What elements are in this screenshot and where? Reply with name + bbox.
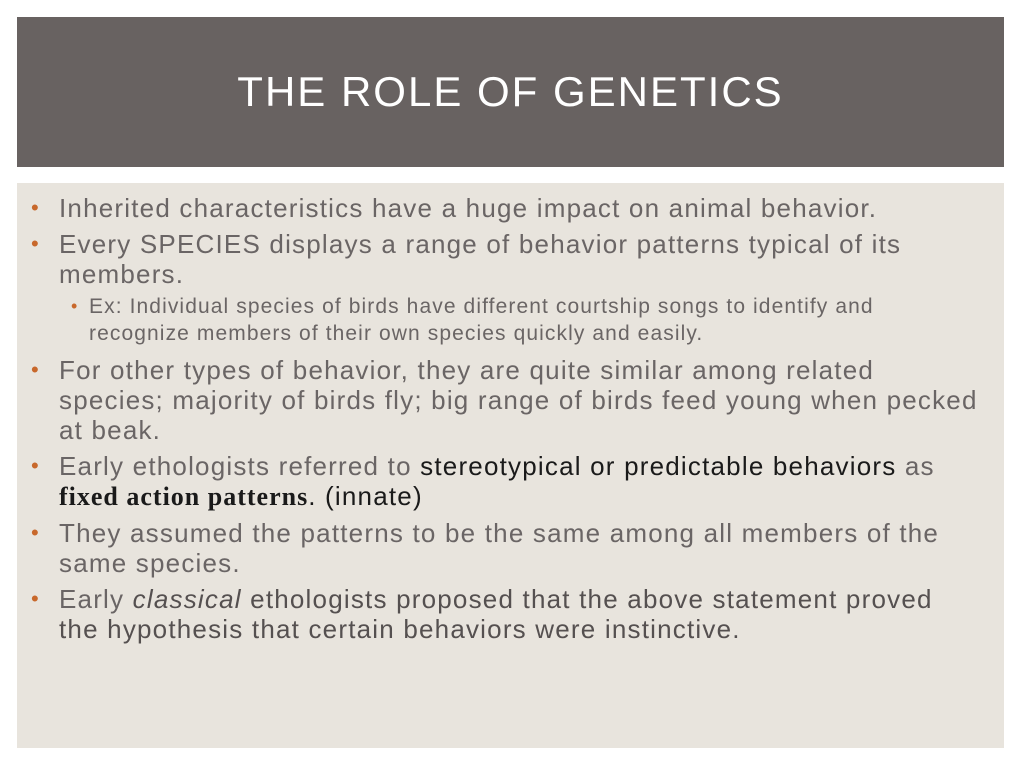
b4-text-1: Early ethologists referred to [59,451,421,481]
b4-text-2: as [896,451,935,481]
content-box [17,183,1004,748]
bullet-other-types: • For other types of behavior, they are quite similar among related species; majority of birds fly; big range of birds feed young when pecked at beak. [31,355,980,445]
bullet-assumed-patterns: • They assumed the patterns to be the same among all members of the same species. [31,518,980,578]
b4-fixed-action-patterns: fixed action patterns [59,482,309,511]
slide-title: THE ROLE OF GENETICS [237,68,784,115]
b6-text-2: ethologists proposed that the above statement proved the hypothesis that certain behaviors were instinctive. [59,584,933,644]
title-bar [17,17,1004,167]
bullet-species: • Every SPECIES displays a range of behavior patterns typical of its members. [31,229,980,289]
sub-bullet-birds-example: • Ex: Individual species of birds have different courtship songs to identify and recognize members of their own species quickly and easily. [71,293,980,347]
b6-classical: classical [132,584,242,614]
bullet-classical-ethologists [31,584,980,644]
b4-text-3: . (innate) [308,481,423,511]
b6-text-1: Early [59,584,133,614]
bullet-inherited: • Inherited characteristics have a huge impact on animal behavior. [31,193,980,223]
bullet-early-ethologists [31,451,980,512]
b4-highlight: stereotypical or predictable behaviors [420,451,897,481]
bullet-list [31,193,980,644]
